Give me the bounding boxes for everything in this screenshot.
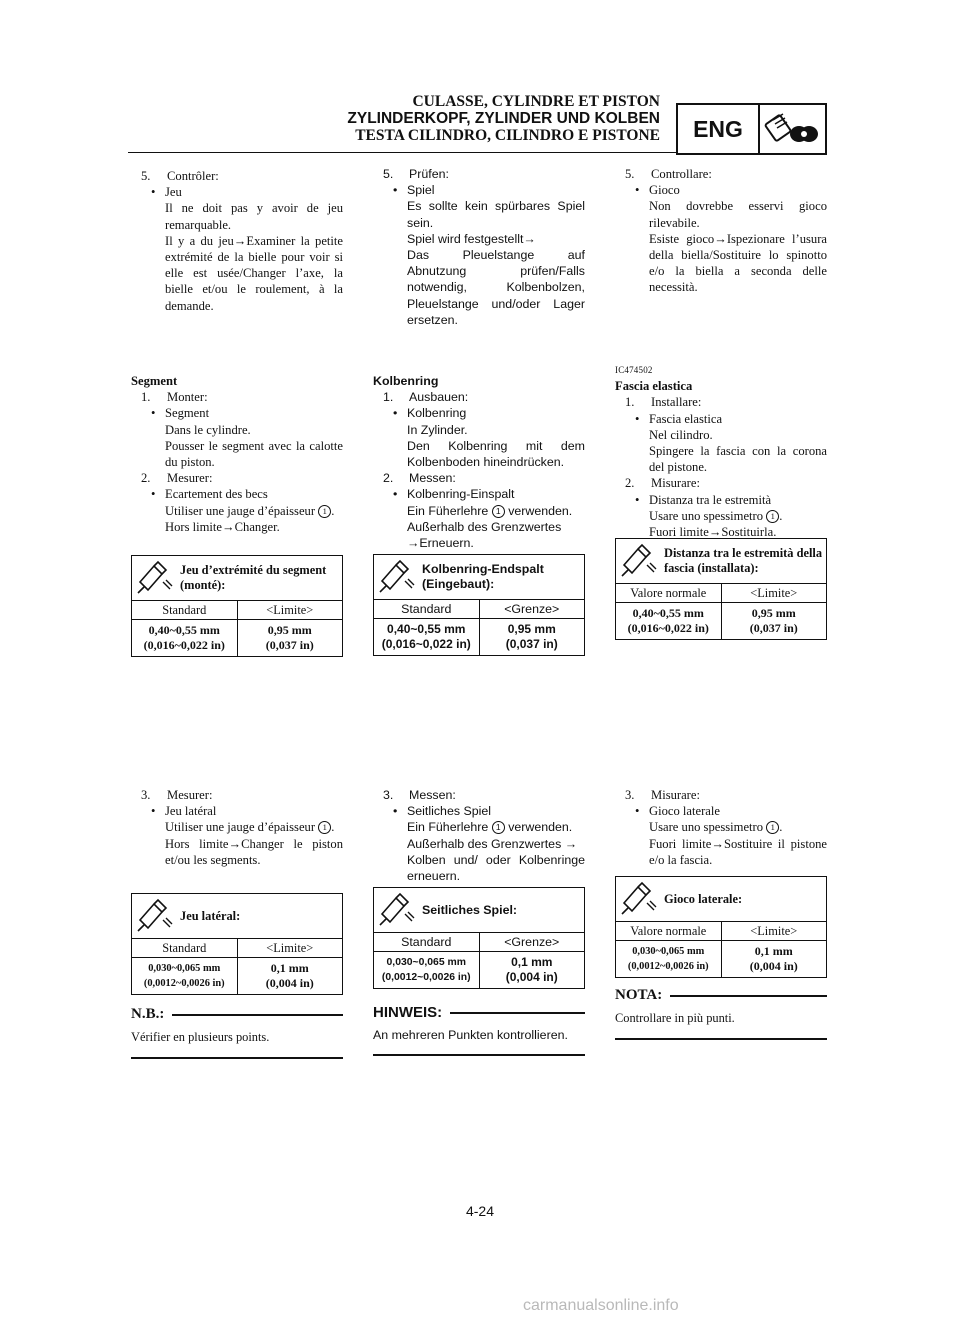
ref-number: 1 <box>318 505 331 518</box>
fr-spec-end-gap: Jeu d’extrémité du segment (monté): Standard <Limite> 0,40~0,55 mm (0,016~0,022 in) 0,95 mm (0,037 in) <box>131 555 343 657</box>
spec-tool-icon <box>616 877 662 921</box>
fr-note: N.B.: Vérifier en plusieurs points. <box>131 1006 343 1059</box>
header-rule <box>128 152 676 153</box>
chapter-badge <box>676 103 827 155</box>
de-spec-end-gap: Kolbenring-Endspalt (Eingebaut): Standard <Grenze> 0,40~0,55 mm (0,016~0,022 in) 0,95 mm (0,037 in) <box>373 554 585 656</box>
title-de: ZYLINDERKOPF, ZYLINDER UND KOLBEN <box>347 110 660 127</box>
fr-step-5: 5. Contrôler: • Jeu Il ne doit pas y avoir de jeu remarquable. Il y a du jeu→Examiner la petite extrémité de la bielle pour voir si elle est usée/Changer l’axe, la bielle et/ou le roulement, à la demande. <box>141 169 343 313</box>
arrow-icon: → <box>228 836 242 851</box>
fr-spec-side-clearance: Jeu latéral: Standard <Limite> 0,030~0,065 mm (0,0012~0,0026 in) 0,1 mm (0,004 in) <box>131 893 343 995</box>
arrow-icon: → <box>233 233 247 248</box>
section-code: IC474502 <box>615 365 653 375</box>
arrow-icon: → <box>407 536 420 551</box>
fr-step-3: 3. Mesurer: • Jeu latéral Utiliser une jauge d’épaisseur 1 . Hors limite→Changer le piston et/ou les segments. <box>141 788 343 867</box>
engine-piston-icon <box>760 105 825 153</box>
chapter-badge-label: ENG <box>678 105 760 153</box>
spec-tool-icon <box>132 894 178 938</box>
arrow-icon: → <box>222 519 235 534</box>
title-fr: CULASSE, CYLINDRE ET PISTON <box>412 93 660 110</box>
it-step-3: 3. Misurare: • Gioco laterale Usare uno spessimetro 1 . Fuori limite→Sostituire il pistone e/o la fascia. <box>625 788 828 867</box>
watermark: carmanualsonline.info <box>523 1297 679 1314</box>
ref-number: 1 <box>492 821 505 834</box>
it-note: NOTA: Controllare in più punti. <box>615 987 827 1040</box>
it-spec-side-clearance: Gioco laterale: Valore normale <Limite> 0,030~0,065 mm (0,0012~0,0026 in) 0,1 mm (0,004 in) <box>615 876 827 978</box>
spec-tool-icon <box>374 555 420 599</box>
ref-number: 1 <box>766 821 779 834</box>
it-spec-end-gap: Distanza tra le estremità della fascia (installata): Valore normale <Limite> 0,40~0,55 mm (0,016~0,022 in) 0,95 mm (0,037 in) <box>615 538 827 640</box>
spec-tool-icon <box>374 888 420 932</box>
it-step-5: 5. Controllare: • Gioco Non dovrebbe esservi gioco rilevabile. Esiste gioco→Ispezionare l’usura della biella/Sostituire lo spinotto e/o la biella a seconda delle necessità. <box>625 167 827 295</box>
de-spec-side-clearance: Seitliches Spiel: Standard <Grenze> 0,030~0,065 mm (0,0012~0,0026 in) 0,1 mm (0,004 in) <box>373 887 585 989</box>
arrow-icon: → <box>564 836 578 851</box>
de-ring-section: Kolbenring 1. Ausbauen: • Kolbenring In Zylinder. Den Kolbenring mit dem Kolbenboden hineindrücken. 2. Messen: • Kolbenring-Einspalt Ein Füherlehre 1 verwenden. Außerhalb des Grenzwertes →Erneuern. <box>373 374 585 551</box>
fr-ring-section: Segment 1. Monter: • Segment Dans le cylindre. Pousser le segment avec la calotte du piston. 2. Mesurer: • Ecartement des becs Utiliser une jauge d’épaisseur 1 . Hors limite→Changer. <box>131 374 343 534</box>
section-title <box>347 93 660 144</box>
page-number: 4-24 <box>465 1203 495 1219</box>
ref-number: 1 <box>766 510 779 523</box>
title-it: TESTA CILINDRO, CILINDRO E PISTONE <box>355 127 660 144</box>
arrow-icon: → <box>711 836 724 851</box>
ref-number: 1 <box>318 821 331 834</box>
de-note: HINWEIS: An mehreren Punkten kontrollieren. <box>373 1004 585 1056</box>
arrow-icon: → <box>523 231 536 246</box>
arrow-icon: → <box>714 231 727 246</box>
de-step-5: 5. Prüfen: • Spiel Es sollte kein spürbares Spiel sein. Spiel wird festgestellt→ Das Pleuelstange auf Abnutzung prüfen/Falls notwendig, Kolbenbolzen, Pleuelstange und/oder Lager ersetzen. <box>383 167 585 327</box>
de-step-3: 3. Messen: • Seitliches Spiel Ein Füherlehre 1 verwenden. Außerhalb des Grenzwertes → Kolben und/ oder Kolbenringe erneuern. <box>383 788 585 884</box>
it-ring-section: IC474502 Fascia elastica 1. Installare: • Fascia elastica Nel cilindro. Spingere la fascia con la corona del pistone. 2. Misurare: • Distanza tra le estremità Usare uno spessimetro 1 . Fuori limite→Sostituirla. <box>615 362 827 540</box>
fr-ring-heading: Segment <box>131 374 178 388</box>
spec-tool-icon <box>616 539 662 583</box>
ref-number: 1 <box>492 505 505 518</box>
spec-tool-icon <box>132 556 178 600</box>
arrow-icon: → <box>708 525 722 540</box>
